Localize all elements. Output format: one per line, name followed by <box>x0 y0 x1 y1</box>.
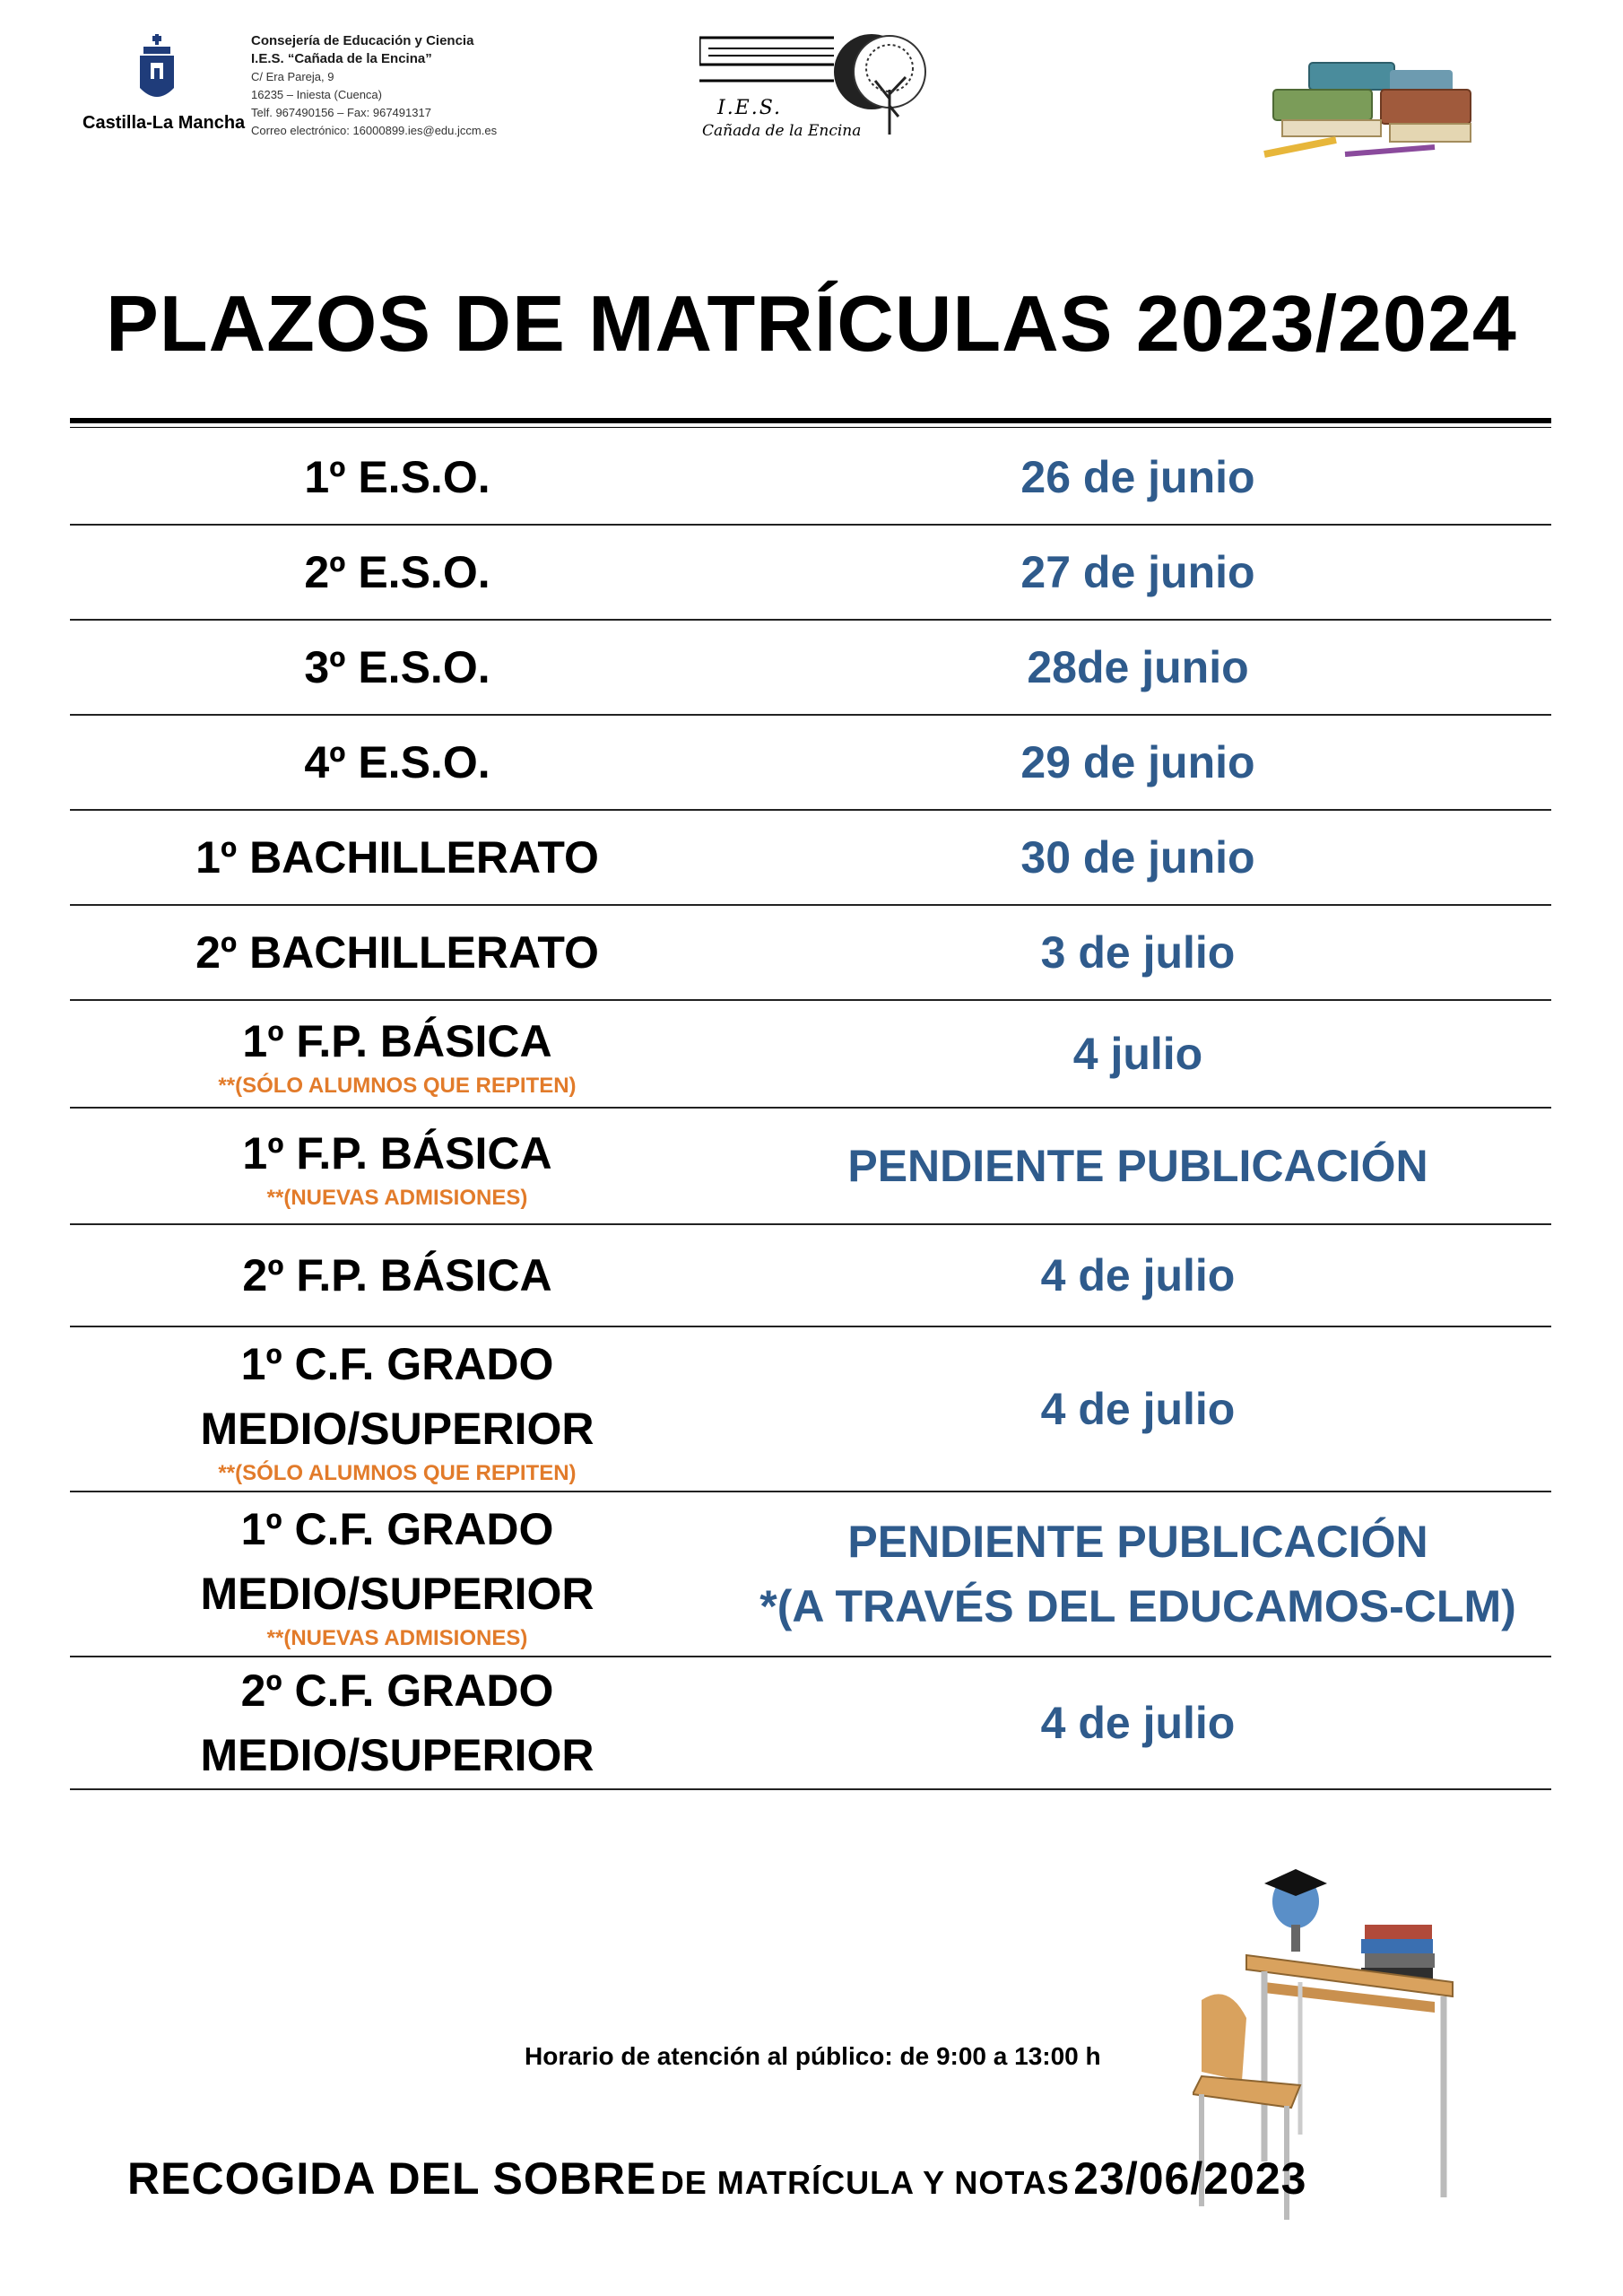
pickup-notice <box>127 2152 1306 2205</box>
table-row <box>70 1657 1551 1790</box>
course-level-cell <box>70 1009 725 1099</box>
address: C/ Era Pareja, 9 <box>251 70 334 83</box>
table-row <box>70 1225 1551 1327</box>
table-row <box>70 430 1551 526</box>
course-level: 4º E.S.O. <box>304 737 490 787</box>
title-divider <box>70 418 1551 423</box>
course-note: **(SÓLO ALUMNOS QUE REPITEN) <box>218 1074 577 1098</box>
region-name: Castilla-La Mancha <box>82 113 246 133</box>
course-level: 1º F.P. BÁSICA <box>242 1016 552 1066</box>
department-name: Consejería de Educación y Ciencia <box>251 33 474 48</box>
table-row <box>70 1001 1551 1109</box>
course-note: **(NUEVAS ADMISIONES) <box>266 1186 528 1210</box>
enrollment-date: 4 de julio <box>1040 1250 1236 1300</box>
course-level: 1º E.S.O. <box>304 452 490 502</box>
course-level-cell <box>70 1332 725 1486</box>
enrollment-date: 4 julio <box>1072 1029 1203 1079</box>
enrollment-date: 28de junio <box>1027 642 1249 692</box>
enrollment-date: 30 de junio <box>1020 832 1255 883</box>
table-row <box>70 621 1551 716</box>
course-level-line2: MEDIO/SUPERIOR <box>200 1404 595 1454</box>
books-and-pencils-icon <box>1255 54 1480 170</box>
course-level: 1º F.P. BÁSICA <box>242 1128 552 1178</box>
email: Correo electrónico: 16000899.ies@edu.jccm.es <box>251 124 498 137</box>
course-note: **(NUEVAS ADMISIONES) <box>266 1626 528 1650</box>
enrollment-date: 29 de junio <box>1020 737 1255 787</box>
school-line: I.E.S. “Cañada de la Encina” <box>251 51 432 66</box>
page-title: PLAZOS DE MATRÍCULAS 2023/2024 <box>106 279 1517 368</box>
course-level-cell <box>70 1497 725 1651</box>
course-level: 1º BACHILLERATO <box>195 832 599 883</box>
course-note: **(SÓLO ALUMNOS QUE REPITEN) <box>218 1461 577 1485</box>
course-level: 3º E.S.O. <box>304 642 490 692</box>
enrollment-date-line2: *(A TRAVÉS DEL EDUCAMOS-CLM) <box>759 1581 1516 1631</box>
enrollment-date: 4 de julio <box>1040 1698 1236 1748</box>
enrollment-date: 27 de junio <box>1020 547 1255 597</box>
title-divider-thin <box>70 427 1551 428</box>
course-level-cell <box>70 1658 725 1787</box>
header-contact-block <box>251 32 497 140</box>
enrollment-date-cell <box>725 1509 1551 1639</box>
phones: Telf. 967490156 – Fax: 967491317 <box>251 106 431 119</box>
table-row <box>70 906 1551 1001</box>
table-row <box>70 1109 1551 1225</box>
pickup-label: RECOGIDA DEL SOBRE <box>127 2153 657 2204</box>
table-row <box>70 811 1551 906</box>
school-logo-abbr: I.E.S. <box>717 97 783 119</box>
enrollment-date: PENDIENTE PUBLICACIÓN <box>847 1141 1428 1191</box>
opening-hours: Horario de atención al público: de 9:00 a 13:00 h <box>525 2042 1101 2070</box>
course-level-line1: 2º C.F. GRADO <box>240 1665 554 1716</box>
pickup-detail: DE MATRÍCULA Y NOTAS <box>660 2164 1070 2201</box>
enrollment-date-line1: PENDIENTE PUBLICACIÓN <box>847 1517 1428 1567</box>
course-level-line2: MEDIO/SUPERIOR <box>200 1730 595 1780</box>
table-row <box>70 1492 1551 1657</box>
enrollment-date: 26 de junio <box>1020 452 1255 502</box>
course-level-line1: 1º C.F. GRADO <box>240 1504 554 1554</box>
enrollment-date: 3 de julio <box>1040 927 1236 978</box>
castilla-la-mancha-crest-icon <box>135 34 179 106</box>
course-level-line2: MEDIO/SUPERIOR <box>200 1569 595 1619</box>
enrollment-table <box>70 430 1551 1790</box>
table-row <box>70 1327 1551 1492</box>
table-row <box>70 526 1551 621</box>
course-level: 2º F.P. BÁSICA <box>242 1250 552 1300</box>
pickup-date: 23/06/2023 <box>1073 2153 1307 2204</box>
course-level: 2º E.S.O. <box>304 547 490 597</box>
enrollment-date: 4 de julio <box>1040 1384 1236 1434</box>
course-level-line1: 1º C.F. GRADO <box>240 1339 554 1389</box>
course-level-cell <box>70 1121 725 1211</box>
school-logo-name: Cañada de la Encina <box>702 122 862 140</box>
table-row <box>70 716 1551 811</box>
city: 16235 – Iniesta (Cuenca) <box>251 88 382 101</box>
course-level: 2º BACHILLERATO <box>195 927 599 978</box>
